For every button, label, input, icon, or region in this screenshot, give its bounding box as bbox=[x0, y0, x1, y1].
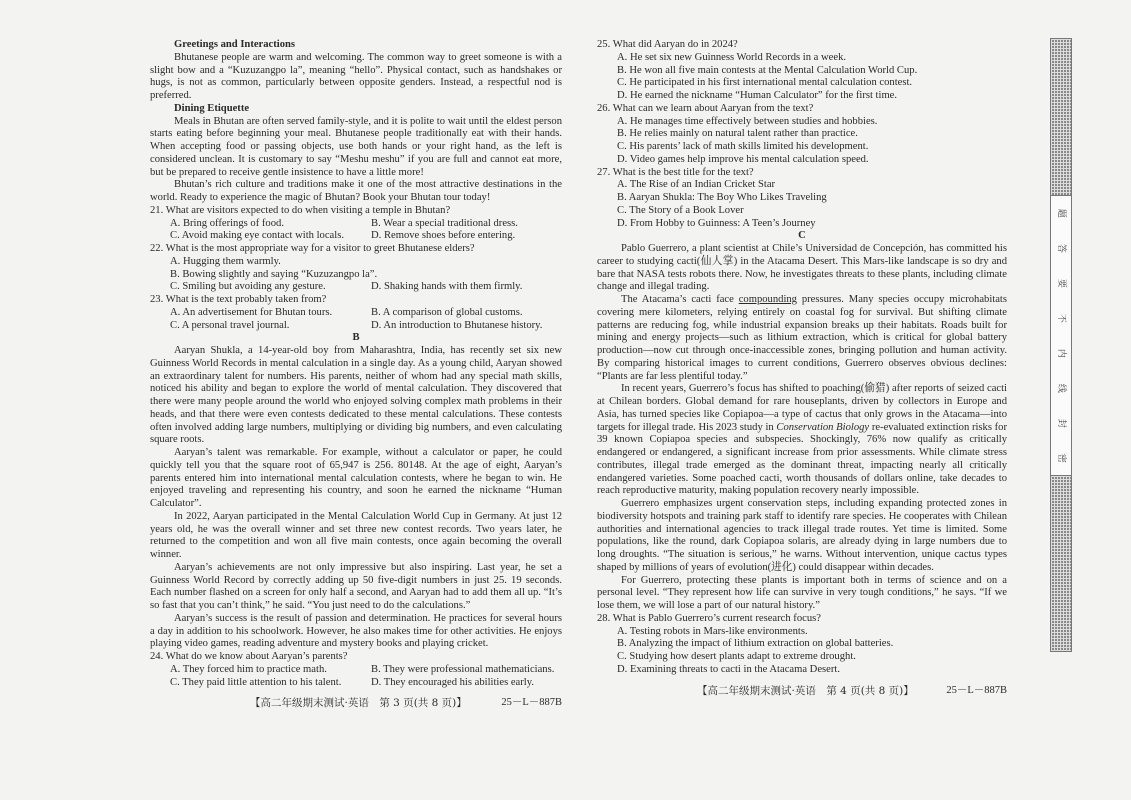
option-b[interactable]: B. They were professional mathematicians. bbox=[371, 663, 555, 675]
option-d[interactable]: D. They encouraged his abilities early. bbox=[371, 676, 534, 688]
underlined-word: compounding bbox=[738, 294, 797, 305]
option-c[interactable]: C. Avoid making eye contact with locals. bbox=[170, 230, 344, 242]
option-d[interactable]: D. From Hobby to Guinness: A Teen’s Journey bbox=[617, 217, 816, 229]
text: In recent years, Guerrero’s focus has shifted to poaching(偷猎) after reports of seized cacti at Chilean borders. Global demand for rare houseplants, driven by collectors in Europe and Asia, has turned species like Copiapoa—a type of cactus that only grows in the Atacama—into targets for illegal trade. His 2023 study in bbox=[597, 383, 1007, 433]
option-c[interactable]: C. His parents’ lack of math skills limited his development. bbox=[617, 141, 869, 152]
question-25 bbox=[597, 39, 1007, 103]
question-stem: 22. What is the most appropriate way for a visitor to greet Bhutanese elders? bbox=[150, 243, 475, 254]
heading-greetings: Greetings and Interactions bbox=[174, 39, 296, 50]
paragraph: Aaryan’s achievements are not only impressive but also inspiring. Last year, he set a Guinness World Record by correctly adding up 50 five-digit numbers in just 25. 19 seconds. Each number flashed on a screen for only half a second, and Aaryan had to add them all up. “It’s so fast that you can’t think,” he said. “You just need to do the calculations.” bbox=[150, 561, 562, 611]
paragraph: Pablo Guerrero, a plant scientist at Chile’s Universidad de Concepción, has committed his career to studying cacti(仙人掌) in the Atacama Desert. This Mars-like landscape is so dry and bare that NASA tests robots there. Now, he investigates threats to these plants, including climate change and illegal trading. bbox=[597, 243, 1007, 293]
text: pressures. Many species occupy microhabitats covering mere kilometers, relying entirely on coastal fog for survival. But shifting climate patterns are reducing fog, while industrial expansion breaks up their habitats. Roads built for mining and energy projects—such as lithium extraction, which is critical for global battery production—now cut through once-inaccessible zones, bringing pollution and human activity. By comparing historical images to current conditions, Guerrero observes obvious declines: “Plants are far less plentiful today.” bbox=[597, 294, 1007, 382]
question-27 bbox=[597, 167, 1007, 231]
strip-char: 要 bbox=[1056, 278, 1067, 289]
page-3-footer: 【高二年级期末测试·英语 第 3 页(共 8 页)】 bbox=[250, 697, 467, 710]
option-d[interactable]: D. He earned the nickname “Human Calculator” for the first time. bbox=[617, 90, 898, 101]
option-b[interactable]: B. Aaryan Shukla: The Boy Who Likes Traveling bbox=[617, 192, 827, 203]
question-24 bbox=[150, 651, 562, 689]
strip-char: 密 bbox=[1056, 453, 1067, 464]
question-23 bbox=[150, 294, 562, 332]
strip-char: 不 bbox=[1056, 313, 1067, 324]
option-d[interactable]: D. Shaking hands with them firmly. bbox=[371, 281, 523, 293]
page-3-footer-row bbox=[150, 697, 562, 710]
strip-char: 封 bbox=[1056, 418, 1067, 429]
heading-dining: Dining Etiquette bbox=[174, 102, 250, 114]
strip-char: 答 bbox=[1056, 243, 1067, 254]
page-4-footer-row bbox=[597, 685, 1007, 698]
text: re-evaluated extinction risks for 39 known Copiapoa species and subspecies. Shockingly, 76% now qualify as critically endangered or endangered, a significant increase from prior assessments. While climate stress contributes, illegal trade emerged as the dominant threat, impacting nearly all critically endangered varieties. Some poached cacti, worth thousands of dollars online, take decades to reach reproductive maturity, making population recovery nearly impossible. bbox=[597, 421, 1008, 497]
option-a[interactable]: A. They forced him to practice math. bbox=[170, 663, 327, 675]
binding-strip-notice bbox=[1050, 195, 1072, 477]
option-c[interactable]: C. A personal travel journal. bbox=[170, 319, 290, 331]
binding-strip-pattern-bottom bbox=[1050, 475, 1072, 652]
option-a[interactable]: A. Testing robots in Mars-like environments. bbox=[617, 625, 808, 637]
paragraph: Aaryan’s talent was remarkable. For example, without a calculator or paper, he could quickly tell you that the square root of 65,947 is 256. 80148. At the age of eight, Aaryan’s parents entered him into international mental calculation contests, where he began to win. He enjoyed traveling and representing his country, and soon he earned the nickname “Human Calculator”. bbox=[150, 447, 562, 509]
option-b[interactable]: B. He relies mainly on natural talent rather than practice. bbox=[617, 128, 858, 140]
paragraph: For Guerrero, protecting these plants is important both in terms of science and on a personal level. “They represent how life can survive in very tough conditions,” he says. “If we lose them, we will lose a part of our natural history.” bbox=[597, 574, 1007, 611]
option-c[interactable]: C. The Story of a Book Lover bbox=[617, 204, 744, 216]
paragraph: In 2022, Aaryan participated in the Mental Calculation World Cup in Germany. At just 12 years old, he was the overall winner and set three new contest records. Two years later, he returned to the competition and won all five main contests, once again becoming the overall winner. bbox=[150, 510, 562, 560]
strip-char: 题 bbox=[1056, 208, 1067, 219]
page-4-code: 25－L－887B bbox=[946, 684, 1007, 696]
option-d[interactable]: D. Video games help improve his mental calculation speed. bbox=[617, 153, 869, 165]
section-b-label: B bbox=[352, 332, 360, 344]
option-b[interactable]: B. A comparison of global customs. bbox=[371, 306, 523, 318]
question-stem: 23. What is the text probably taken from? bbox=[150, 294, 327, 305]
option-a[interactable]: A. He manages time effectively between studies and hobbies. bbox=[617, 115, 878, 127]
section-c-label: C bbox=[798, 230, 806, 242]
option-a[interactable]: A. An advertisement for Bhutan tours. bbox=[170, 306, 333, 318]
paragraph: Bhutanese people are warm and welcoming. The common way to greet someone is with a slight bow and a “Kuzuzangpo la”, meaning “hello”. Physical contact, such as handshakes or hugs, is not as common, particularly between opposite genders. Instead, a respectful nod is preferred. bbox=[150, 51, 562, 101]
question-stem: 25. What did Aaryan do in 2024? bbox=[597, 39, 738, 50]
page-3-code: 25－L－887B bbox=[501, 697, 562, 709]
binding-strip-pattern-top bbox=[1050, 38, 1072, 197]
text: The Atacama’s cacti face bbox=[621, 294, 739, 305]
paragraph: Aaryan’s success is the result of passion and determination. He practices for several hours a day in addition to his schoolwork. However, he also makes time for other activities. He enjoys playing video games, reading adventure and mystery books and playing cricket. bbox=[150, 612, 562, 650]
question-21 bbox=[150, 205, 562, 243]
option-b[interactable]: B. Wear a special traditional dress. bbox=[371, 217, 518, 229]
question-stem: 27. What is the best title for the text? bbox=[597, 166, 754, 178]
paragraph: Meals in Bhutan are often served family-style, and it is polite to wait until the eldest person starts eating before beginning your meal. Bhutanese people traditionally eat with their hands. When accepting food or passing objects, use both hands or your right hand, as the left is considered unclean. It is customary to say “Meshu meshu” if you are full and cannot eat more, but be prepared to receive gentle insistence to have a little more! bbox=[150, 115, 562, 178]
question-stem: 24. What do we know about Aaryan’s parents? bbox=[150, 651, 348, 662]
option-c[interactable]: C. Studying how desert plants adapt to extreme drought. bbox=[617, 651, 856, 662]
option-c[interactable]: C. He participated in his first international mental calculation contest. bbox=[617, 77, 913, 89]
question-26 bbox=[597, 103, 1007, 167]
paragraph: Bhutan’s rich culture and traditions make it one of the most attractive destinations in the world. Ready to experience the magic of Bhutan? Book your Bhutan tour today! bbox=[150, 179, 562, 203]
option-a[interactable]: A. Hugging them warmly. bbox=[170, 255, 281, 267]
option-a[interactable]: A. He set six new Guinness World Records in a week. bbox=[617, 51, 847, 63]
option-b[interactable]: B. Analyzing the impact of lithium extraction on global batteries. bbox=[617, 638, 894, 650]
question-stem: 21. What are visitors expected to do when visiting a temple in Bhutan? bbox=[150, 204, 451, 216]
option-d[interactable]: D. An introduction to Bhutanese history. bbox=[371, 319, 543, 331]
question-28 bbox=[597, 613, 1007, 677]
question-22 bbox=[150, 243, 562, 294]
option-c[interactable]: C. They paid little attention to his talent. bbox=[170, 676, 342, 688]
paragraph: Aaryan Shukla, a 14-year-old boy from Maharashtra, India, has recently set six new Guinness World Records in mental calculation in a single day. As a young child, Aaryan showed an extraordinary talent for numbers. His parents, neither of whom had any special math skills, noticed his ability and began to explore the world of mental calculation. They discovered that there were many people around the world who enjoyed solving complex math problems in their heads, and that there were even contests dedicated to these mental calculations. These contests often involved adding large numbers, multiplying or dividing big numbers, and even calculating square roots. bbox=[150, 345, 562, 446]
option-b[interactable]: B. He won all five main contests at the Mental Calculation World Cup. bbox=[617, 64, 918, 76]
paragraph: Guerrero emphasizes urgent conservation steps, including expanding protected zones in biodiversity hotspots and training park staff to identify rare species. He cooperates with Chilean authorities and international agencies to track illegal trade routes. Yet time is limited. Some populations, like the round, dark Copiapoa solaris, are already dying in large numbers due to long droughts. “The situation is serious,” he warns. Without intervention, unique cactus types shaped by millions of years of evolution(进化) could disappear within decades. bbox=[597, 498, 1007, 573]
journal-title: Conservation Biology bbox=[776, 421, 870, 433]
strip-char: 内 bbox=[1056, 348, 1067, 359]
option-d[interactable]: D. Examining threats to cacti in the Atacama Desert. bbox=[617, 663, 840, 675]
question-stem: 26. What can we learn about Aaryan from the text? bbox=[597, 102, 814, 114]
option-d[interactable]: D. Remove shoes before entering. bbox=[371, 230, 516, 242]
page-4-column bbox=[597, 39, 1007, 697]
paragraph bbox=[597, 383, 1007, 498]
option-a[interactable]: A. The Rise of an Indian Cricket Star bbox=[617, 179, 776, 191]
option-b[interactable]: B. Bowing slightly and saying “Kuzuzangpo la”. bbox=[170, 268, 378, 280]
option-a[interactable]: A. Bring offerings of food. bbox=[170, 217, 284, 229]
strip-char: 线 bbox=[1056, 383, 1067, 394]
option-c[interactable]: C. Smiling but avoiding any gesture. bbox=[170, 281, 326, 293]
question-stem: 28. What is Pablo Guerrero’s current research focus? bbox=[597, 612, 821, 624]
paragraph bbox=[597, 294, 1007, 383]
page-4-footer: 【高二年级期末测试·英语 第 4 页(共 8 页)】 bbox=[697, 684, 914, 697]
page-3-column bbox=[150, 39, 562, 710]
